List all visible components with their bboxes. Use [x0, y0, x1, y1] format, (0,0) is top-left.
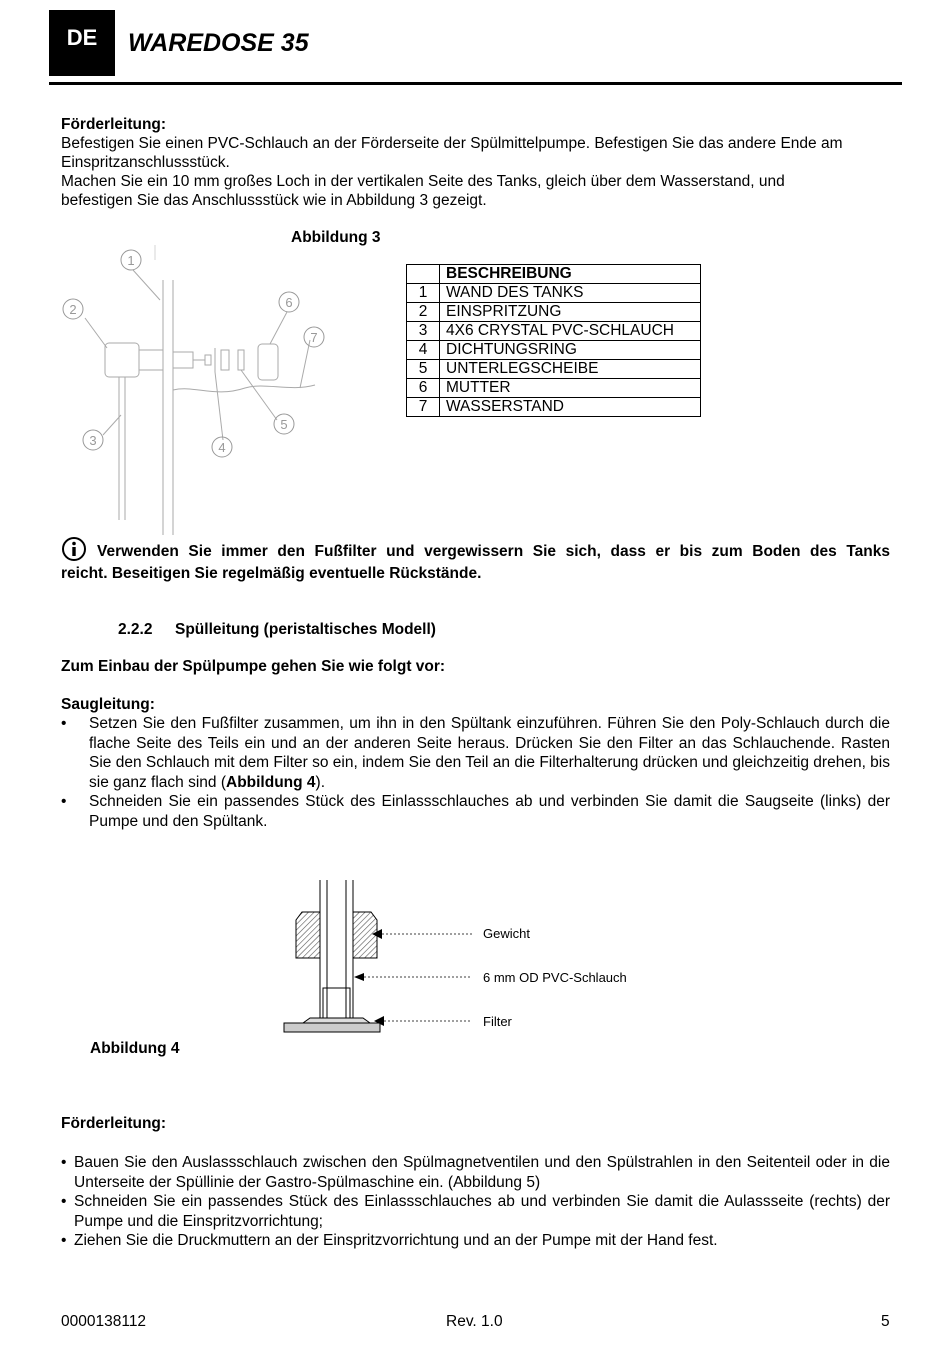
callout-label: 7: [310, 330, 318, 345]
bullet-icon: •: [61, 1154, 67, 1171]
table-cell: MUTTER: [440, 379, 701, 398]
figure-4-label-filter: Filter: [483, 1014, 512, 1029]
figure-4-caption: Abbildung 4: [90, 1040, 180, 1057]
table-row: [407, 303, 701, 322]
figure-3-caption: Abbildung 3: [291, 229, 381, 246]
table-cell: DICHTUNGSRING: [440, 341, 701, 360]
note-text-line2: reicht. Beseitigen Sie regelmäßig eventuelle Rückstände.: [61, 565, 482, 582]
table-cell: 6: [407, 379, 440, 398]
figure-4-drawing: [280, 878, 480, 1043]
callout-label: 4: [218, 440, 226, 455]
table-cell: 2: [407, 303, 440, 322]
table-cell: 7: [407, 398, 440, 417]
figure-3-drawing: [55, 240, 345, 540]
table-row: [407, 398, 701, 417]
callout-label: 1: [127, 253, 135, 268]
list-item-text: Schneiden Sie ein passendes Stück des Einlassschlauches ab und verbinden Sie damit die Saugseite (links) der Pumpe und den Spültank.: [89, 793, 890, 830]
bullet-icon: •: [61, 793, 67, 810]
table-row: [407, 284, 701, 303]
bullet-icon: •: [61, 1232, 67, 1249]
table-cell: 5: [407, 360, 440, 379]
saugleitung-list: [61, 714, 890, 831]
paragraph-line: befestigen Sie das Anschlussstück wie in Abbildung 3 gezeigt.: [61, 192, 487, 209]
callout-label: 6: [285, 295, 293, 310]
list-item: [61, 714, 890, 792]
saugleitung-heading: Saugleitung:: [61, 696, 155, 713]
paragraph-line: Einspritzanschlussstück.: [61, 154, 230, 171]
table-row: [407, 360, 701, 379]
header-rule: [49, 82, 902, 85]
document-title: WAREDOSE 35: [128, 29, 309, 57]
footer-page-number: 5: [881, 1313, 890, 1330]
list-item-text: ).: [315, 773, 326, 791]
section-number: 2.2.2: [118, 621, 153, 638]
table-cell: 4X6 CRYSTAL PVC-SCHLAUCH: [440, 322, 701, 341]
callout-label: 2: [69, 302, 77, 317]
list-item: [61, 1231, 890, 1251]
table-cell: 3: [407, 322, 440, 341]
list-item: [61, 792, 890, 831]
table-row: [407, 379, 701, 398]
description-table: [406, 264, 701, 417]
foerderleitung-list: [61, 1153, 890, 1251]
table-row: [407, 341, 701, 360]
list-item-text: Ziehen Sie die Druckmuttern an der Einspritzvorrichtung und an der Pumpe mit der Hand fest.: [74, 1232, 718, 1249]
table-cell: [407, 265, 440, 284]
table-row: [407, 322, 701, 341]
paragraph-line: Machen Sie ein 10 mm großes Loch in der vertikalen Seite des Tanks, gleich über dem Wasserstand, und: [61, 173, 785, 190]
table-cell: WAND DES TANKS: [440, 284, 701, 303]
section-title: Spülleitung (peristaltisches Modell): [175, 621, 436, 638]
bullet-icon: •: [61, 715, 67, 732]
footer-document-number: 0000138112: [61, 1313, 147, 1330]
table-cell: 4: [407, 341, 440, 360]
list-item: [61, 1192, 890, 1231]
callout-label: 3: [89, 433, 97, 448]
list-item: [61, 1153, 890, 1192]
figure-reference: Abbildung 4: [226, 773, 316, 791]
table-cell: EINSPRITZUNG: [440, 303, 701, 322]
language-badge: DE: [49, 10, 115, 76]
info-icon: [61, 536, 87, 562]
table-cell: WASSERSTAND: [440, 398, 701, 417]
intro-text: Zum Einbau der Spülpumpe gehen Sie wie folgt vor:: [61, 658, 446, 675]
section-heading-foerderleitung: Förderleitung:: [61, 116, 167, 133]
list-item-text: Schneiden Sie ein passendes Stück des Einlassschlauches ab und verbinden Sie damit die Aulassseite (rechts) der Pumpe und die Einspritzvorrichtung;: [74, 1193, 890, 1230]
footer-revision: Rev. 1.0: [446, 1313, 503, 1330]
table-cell: 1: [407, 284, 440, 303]
paragraph-line: Befestigen Sie einen PVC-Schlauch an der Förderseite der Spülmittelpumpe. Befestigen Sie das andere Ende am: [61, 135, 843, 152]
list-item-text: Setzen Sie den Fußfilter zusammen, um ihn in den Spültank einzuführen. Führen Sie den Poly-Schlauch durch die flache Seite des Teils ein und an der anderen Seite heraus. Drücken Sie den Filter an das Schlauchende. Rasten Sie den Schlauch mit dem Filter so ein, indem Sie den Teil an die Filterhalterung drücken und gleichzeitig drehen, bis sie ganz flach sind (: [89, 715, 890, 791]
callout-label: 5: [280, 417, 288, 432]
table-cell: UNTERLEGSCHEIBE: [440, 360, 701, 379]
figure-4-label-hose: 6 mm OD PVC-Schlauch: [483, 970, 627, 985]
table-header-row: [407, 265, 701, 284]
table-header-cell: BESCHREIBUNG: [440, 265, 701, 284]
bullet-icon: •: [61, 1193, 67, 1210]
section-heading-foerderleitung: Förderleitung:: [61, 1115, 167, 1132]
note-text-line1: Verwenden Sie immer den Fußfilter und vergewissern Sie sich, dass er bis zum Boden des Tanks: [97, 543, 890, 560]
figure-4-label-weight: Gewicht: [483, 926, 530, 941]
list-item-text: Bauen Sie den Auslassschlauch zwischen den Spülmagnetventilen und den Spülstrahlen in den Seitenteil oder in die Unterseite der Spüllinie der Gastro-Spülmaschine ein. (Abbildung 5): [74, 1154, 890, 1191]
